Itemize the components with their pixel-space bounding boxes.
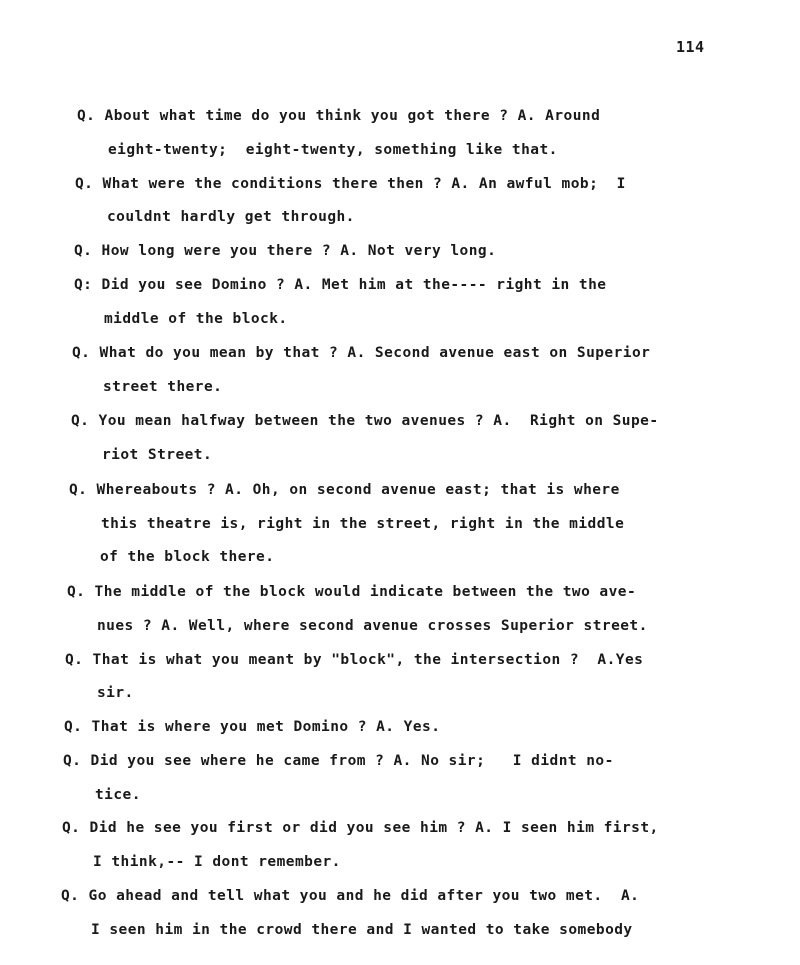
page-number: 114: [676, 38, 705, 56]
transcript-line: Q. Did he see you first or did you see him ? A. I seen him first,: [62, 820, 659, 836]
transcript-line: Q. How long were you there ? A. Not very long.: [74, 243, 497, 259]
transcript-line: sir.: [97, 685, 134, 701]
transcript-line: Q. Whereabouts ? A. Oh, on second avenue east; that is where: [69, 482, 620, 498]
transcript-line: couldnt hardly get through.: [107, 209, 355, 225]
transcript-line: Q. Go ahead and tell what you and he did after you two met. A.: [61, 888, 640, 904]
transcript-line: eight-twenty; eight-twenty, something like that.: [108, 142, 558, 158]
transcript-line: nues ? A. Well, where second avenue crosses Superior street.: [97, 618, 648, 634]
transcript-line: of the block there.: [100, 549, 275, 565]
transcript-line: I think,-- I dont remember.: [93, 854, 341, 870]
transcript-line: Q. About what time do you think you got there ? A. Around: [77, 108, 601, 124]
transcript-line: Q. The middle of the block would indicate between the two ave-: [67, 584, 637, 600]
transcript-line: street there.: [103, 379, 223, 395]
transcript-line: Q. What do you mean by that ? A. Second avenue east on Superior: [72, 345, 651, 361]
transcript-line: riot Street.: [102, 447, 213, 463]
transcript-line: middle of the block.: [104, 311, 288, 327]
transcript-line: this theatre is, right in the street, right in the middle: [101, 516, 625, 532]
transcript-line: Q. You mean halfway between the two avenues ? A. Right on Supe-: [71, 413, 659, 429]
transcript-line: I seen him in the crowd there and I wanted to take somebody: [91, 922, 633, 938]
transcript-line: Q. What were the conditions there then ? A. An awful mob; I: [75, 176, 626, 192]
transcript-line: Q. That is what you meant by "block", the intersection ? A.Yes: [65, 652, 644, 668]
transcript-line: tice.: [95, 787, 141, 803]
transcript-line: Q. That is where you met Domino ? A. Yes.: [64, 719, 441, 735]
transcript-line: Q: Did you see Domino ? A. Met him at the---- right in the: [74, 277, 607, 293]
transcript-line: Q. Did you see where he came from ? A. No sir; I didnt no-: [63, 753, 614, 769]
